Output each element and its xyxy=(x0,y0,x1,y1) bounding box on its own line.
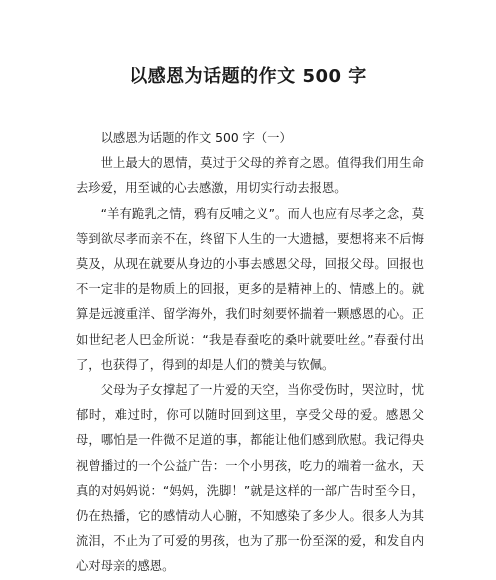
paragraph: “羊有跪乳之情，鸦有反哺之义”。而人也应有尽孝之念，莫等到欲尽孝而亲不在，终留下人生的一大遗撼，要想将来不后悔莫及，从现在就要从身边的小事去感恩父母，回报父母。回报也不一定非的是物质上的回报，更多的是精神上的、情感上的。就算是远渡重洋、留学海外，我们时刻要怀揣着一颗感恩的心。正如世纪老人巴金所说：“我是春蚕吃的桑叶就要吐丝。”春蚕付出了，也获得了，得到的却是人们的赞美与钦佩。 xyxy=(76,206,424,372)
paragraph: 世上最大的恩情，莫过于父母的养育之恩。值得我们用生命去珍爱，用至诚的心去感激，用切实行动去报恩。 xyxy=(76,156,424,196)
document-body xyxy=(76,126,424,580)
document-title: 以感恩为话题的作文 500 字 xyxy=(129,66,367,87)
section-heading: 以感恩为话题的作文 500 字（一） xyxy=(100,131,292,145)
paragraph: 父母为子女撑起了一片爱的天空，当你受伤时，哭泣时，忧郁时，难过时，你可以随时回到这里，享受父母的爱。感恩父母，哪怕是一件微不足道的事，都能让他们感到欣慰。我记得央视曾播过的一个公益广告：一个小男孩，吃力的端着一盆水，天真的对妈妈说：“妈妈，洗脚！”就是这样的一部广告时至今日，仍在热播，它的感情动人心腑，不知感染了多少人。很多人为其流泪，不止为了可爱的男孩，也为了那一份至深的爱，和发自内心对母亲的感恩。 xyxy=(76,383,424,574)
